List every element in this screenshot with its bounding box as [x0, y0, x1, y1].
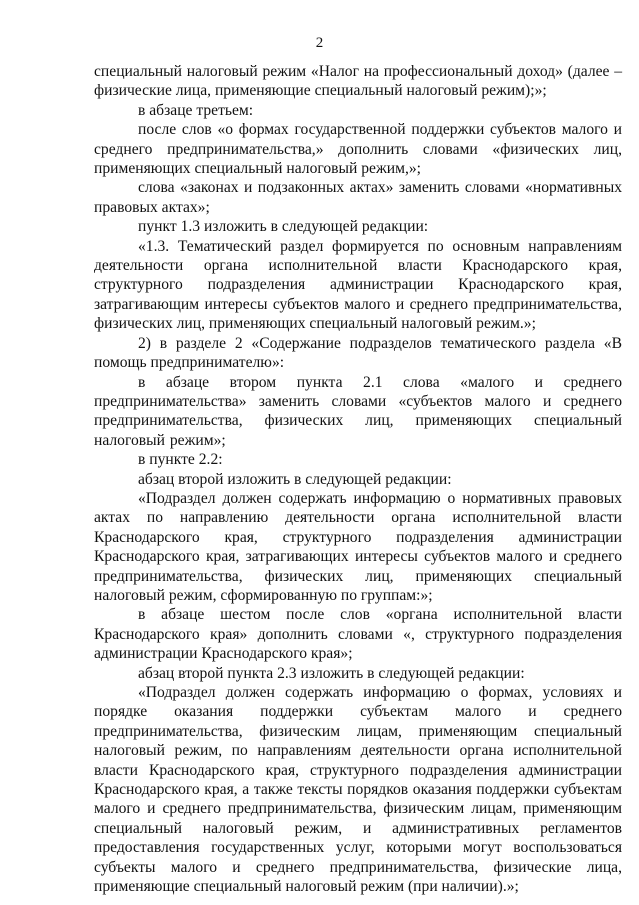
paragraph-abzac-sixth: в абзаце шестом после слов «органа исполнительной власти Краснодарского края» дополнить словами «, структурного подразделения администрации Краснодарского края»;	[94, 606, 622, 663]
paragraph-subsection-content-2-2: «Подраздел должен содержать информацию о нормативных правовых актах по направлению деятельности органа исполнительной власти Краснодарского края, структурного подразделения администрации Краснодарского края, затрагивающих интересы субъектов малого и среднего предпринимательства, физических лиц, применяющих специальный налоговый режим, сформированную по группам:»;	[94, 489, 622, 604]
paragraph-point-2-1: в абзаце втором пункта 2.1 слова «малого и среднего предпринимательства» заменить словами «субъектов малого и среднего предпринимательства, физических лиц, применяющих специальный налоговый режим»;	[94, 373, 622, 449]
paragraph-point-2-2-heading: в пункте 2.2:	[138, 451, 223, 469]
paragraph-after-words: после слов «о формах государственной поддержки субъектов малого и среднего предпринимательства,» дополнить словами «физических лиц, применяющих специальный налоговый режим,»;	[94, 121, 622, 178]
document-body	[94, 62, 622, 896]
paragraph-point-1-3-text: «1.3. Тематический раздел формируется по основным направлениям деятельности органа исполнительной власти Краснодарского края, структурного подразделения администрации Краснодарского края, затрагивающим интересы субъектов малого и среднего предпринимательства, физических лиц, применяющих специальный налоговый режим.»;	[94, 237, 622, 333]
paragraph-point-2-3-heading: абзац второй пункта 2.3 изложить в следующей редакции:	[138, 664, 525, 682]
paragraph-section-2: 2) в разделе 2 «Содержание подразделов тематического раздела «В помощь предпринимателю»:	[94, 334, 622, 372]
page-number: 2	[315, 35, 324, 51]
paragraph-third-abzac-heading: в абзаце третьем:	[138, 101, 254, 119]
paragraph-subsection-content-2-3: «Подраздел должен содержать информацию о формах, условиях и порядке оказания поддержки субъектам малого и среднего предпринимательства, физическим лицам, применяющим специальный налоговый режим, по направлениям деятельности органа исполнительной власти Краснодарского края, структурного подразделения администрации Краснодарского края, а также тексты порядков оказания поддержки субъектам малого и среднего предпринимательства, физическим лицам, применяющим специальный налоговый режим, и административных регламентов предоставления государственных услуг, которыми могут воспользоваться субъекты малого и среднего предпринимательства, физические лица, применяющие специальный налоговый режим (при наличии).»;	[94, 684, 622, 896]
paragraph-abzac-second-heading: абзац второй изложить в следующей редакции:	[138, 470, 452, 488]
paragraph-continuation: специальный налоговый режим «Налог на профессиональный доход» (далее – физические лица, применяющие специальный налоговый режим);»;	[94, 63, 622, 100]
paragraph-point-1-3-heading: пункт 1.3 изложить в следующей редакции:	[138, 218, 429, 236]
paragraph-replace-laws: слова «законах и подзаконных актах» заменить словами «нормативных правовых актах»;	[94, 179, 622, 216]
